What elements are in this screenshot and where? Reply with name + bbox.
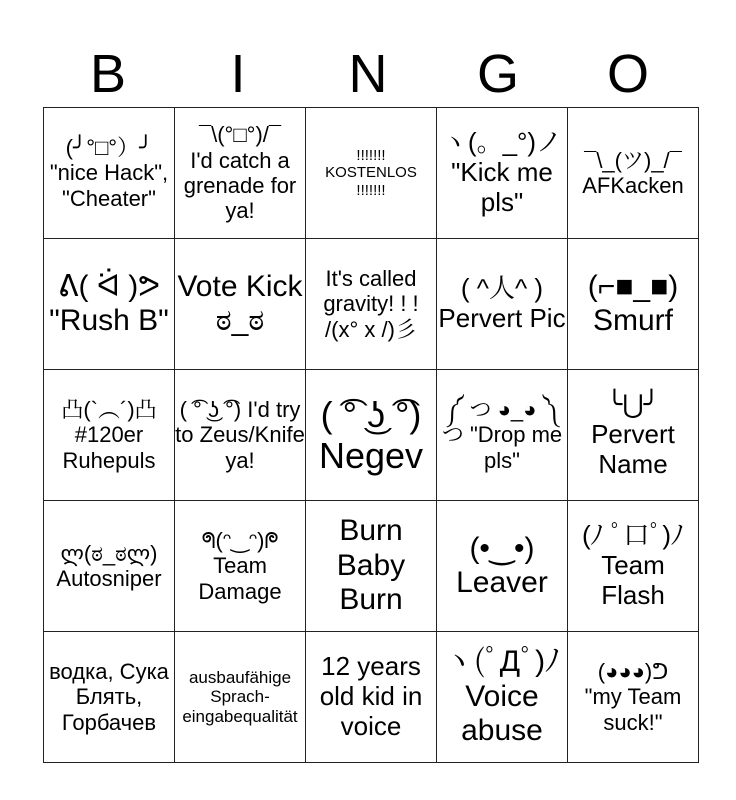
header-letter-o: O [606, 44, 649, 104]
cell-text: !!!!!!! KOSTENLOS !!!!!!! [325, 147, 417, 199]
bingo-cell[interactable] [306, 632, 437, 763]
bingo-cell[interactable] [175, 239, 306, 370]
cell-text: Burn Baby Burn [336, 514, 406, 617]
cell-text: ヽ(ﾟДﾟ)ﾉ Voice abuse [443, 645, 561, 748]
cell-text: ᖗ(ᵔ‿ᵔ)ᖘ Team Damage [198, 528, 282, 604]
bingo-card-grid [43, 107, 699, 763]
cell-text: (ﾉ ﾟ口ﾟ)ﾉ Team Flash [582, 520, 684, 610]
bingo-cell[interactable] [437, 632, 568, 763]
cell-text: ausbaufähige Sprach-eingabequalität [182, 667, 298, 726]
cell-text: водка, Сука Блять, Горбачев [49, 659, 169, 735]
cell-text: ( ͡° ͜ʖ ͡°) I'd try to Zeus/Knife ya! [175, 397, 305, 473]
header-letter-g: G [476, 44, 519, 104]
bingo-header [43, 42, 693, 106]
bingo-cell[interactable] [44, 501, 175, 632]
bingo-cell[interactable] [44, 108, 175, 239]
cell-text: ( ͡° ͜ʖ ͡°) Negev [318, 393, 424, 476]
cell-text: (⌐■_■) Smurf [587, 269, 679, 337]
cell-text: ༼ つ ◕_◕ ༽つ "Drop me pls" [441, 397, 563, 473]
cell-text: 凸(`︵´)凸 #120er Ruhepuls [61, 397, 157, 473]
bingo-cell[interactable] [437, 501, 568, 632]
bingo-row-3 [44, 370, 699, 501]
cell-text: ლ(ಠ_ಠლ) Autosniper [56, 540, 162, 591]
bingo-cell[interactable] [175, 370, 306, 501]
cell-text: ヽ(。_°)ノ "Kick me pls" [441, 127, 563, 217]
bingo-row-1 [44, 108, 699, 239]
cell-text: (•‿•) Leaver [456, 531, 548, 599]
bingo-cell[interactable] [437, 370, 568, 501]
bingo-cell[interactable] [175, 632, 306, 763]
bingo-cell[interactable] [175, 108, 306, 239]
bingo-cell[interactable] [306, 501, 437, 632]
bingo-cell[interactable] [568, 632, 699, 763]
bingo-cell[interactable] [175, 501, 306, 632]
bingo-cell[interactable] [44, 632, 175, 763]
cell-text: ¯\(°□°)/¯ I'd catch a grenade for ya! [183, 122, 297, 224]
bingo-row-2 [44, 239, 699, 370]
cell-text: ¯\_(ツ)_/¯ AFKacken [582, 147, 684, 198]
bingo-cell[interactable] [568, 501, 699, 632]
cell-text: (╯°□°）╯ "nice Hack", "Cheater" [49, 135, 169, 211]
bingo-row-4 [44, 501, 699, 632]
cell-text: ( ^人^ ) Pervert Pic [438, 273, 566, 333]
bingo-cell[interactable] [437, 239, 568, 370]
bingo-cell[interactable] [568, 370, 699, 501]
bingo-cell[interactable] [44, 370, 175, 501]
cell-text: It's called gravity! ! ! /(x° x /)彡 [323, 266, 419, 342]
bingo-cell[interactable] [306, 239, 437, 370]
bingo-row-5 [44, 632, 699, 763]
header-letter-b: B [89, 44, 127, 104]
bingo-cell[interactable] [306, 108, 437, 239]
cell-text: 12 years old kid in voice [319, 651, 423, 741]
cell-text: Vote Kick ಠ_ಠ [177, 269, 303, 337]
cell-text: (◕◕◕)ᕤ "my Team suck!" [584, 659, 682, 735]
cell-text: ╰⋃╯ Pervert Name [591, 389, 675, 479]
bingo-cell[interactable] [306, 370, 437, 501]
bingo-cell[interactable] [437, 108, 568, 239]
header-letter-n: N [348, 44, 388, 104]
cell-text: ᕕ( ᐛ )ᕗ "Rush B" [49, 269, 169, 337]
bingo-cell[interactable] [568, 108, 699, 239]
bingo-cell[interactable] [568, 239, 699, 370]
bingo-cell[interactable] [44, 239, 175, 370]
header-letter-i: I [230, 44, 246, 104]
